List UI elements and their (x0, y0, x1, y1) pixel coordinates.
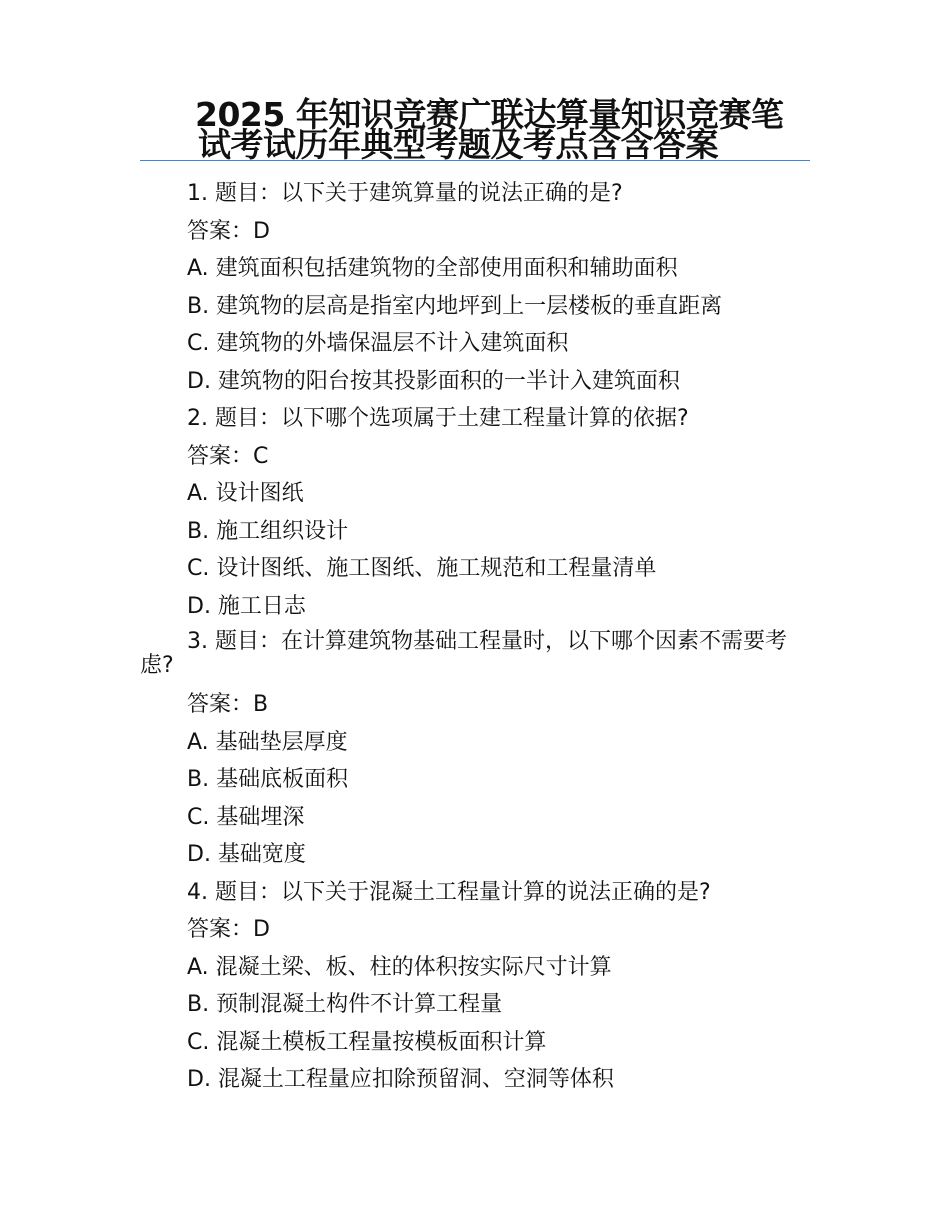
answer-text: 答案：D (187, 917, 270, 942)
option-a: A. 混凝土梁、板、柱的体积按实际尺寸计算 (187, 954, 612, 980)
option-a: A. 基础垫层厚度 (187, 729, 348, 755)
title-line-1: 2025 年知识竞赛广联达算量知识竞赛笔 (195, 95, 784, 134)
option-d: D. 施工日志 (187, 593, 306, 619)
option-c: C. 设计图纸、施工图纸、施工规范和工程量清单 (187, 556, 657, 581)
option-d: D. 混凝土工程量应扣除预留洞、空洞等体积 (187, 1067, 614, 1092)
option-c: C. 建筑物的外墙保温层不计入建筑面积 (187, 331, 569, 356)
question-list (140, 175, 810, 1099)
question-text: 2. 题目：以下哪个选项属于土建工程量计算的依据? (187, 406, 689, 431)
answer-text: 答案：D (187, 218, 270, 244)
option-c: C. 基础埋深 (187, 804, 305, 830)
title-underline (140, 160, 810, 161)
question-text: 3. 题目：在计算建筑物基础工程量时，以下哪个因素不需要考虑? (140, 629, 787, 678)
option-b: B. 预制混凝土构件不计算工程量 (187, 992, 503, 1017)
option-b: B. 施工组织设计 (187, 518, 349, 544)
title-line-2: 试考试历年典型考题及考点含含答案 (198, 125, 718, 164)
document-title (140, 95, 810, 164)
option-c: C. 混凝土模板工程量按模板面积计算 (187, 1029, 547, 1055)
option-a: A. 设计图纸 (187, 481, 304, 506)
option-d: D. 基础宽度 (187, 842, 306, 867)
answer-text: 答案：C (187, 443, 269, 469)
question-text: 1. 题目：以下关于建筑算量的说法正确的是? (187, 181, 623, 206)
option-b: B. 基础底板面积 (187, 767, 349, 792)
option-d: D. 建筑物的阳台按其投影面积的一半计入建筑面积 (187, 368, 680, 394)
answer-text: 答案：B (187, 692, 269, 717)
question-text: 4. 题目：以下关于混凝土工程量计算的说法正确的是? (187, 879, 711, 905)
option-b: B. 建筑物的层高是指室内地坪到上一层楼板的垂直距离 (187, 293, 723, 319)
option-a: A. 建筑面积包括建筑物的全部使用面积和辅助面积 (187, 256, 678, 281)
